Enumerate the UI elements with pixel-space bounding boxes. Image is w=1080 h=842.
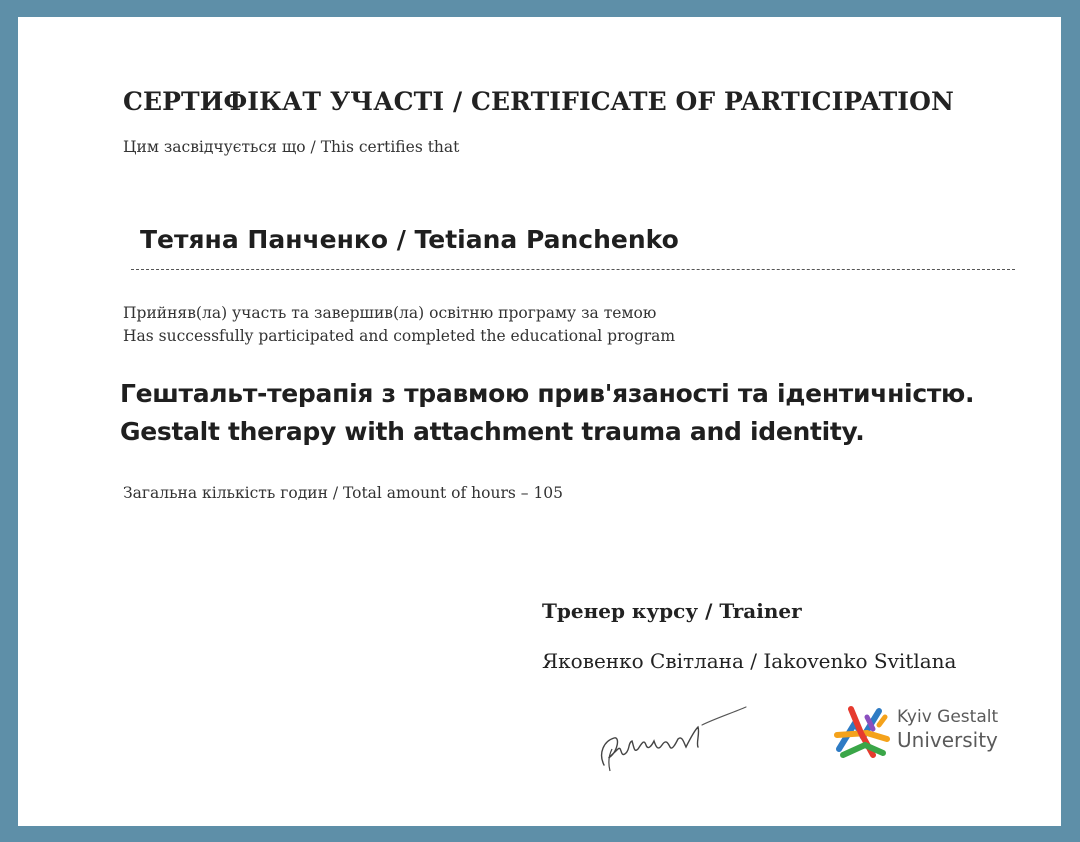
logo-text-line2: University <box>897 728 998 752</box>
logo-text-line1: Kyiv Gestalt <box>897 707 999 727</box>
logo-mark-icon <box>833 703 891 759</box>
certificate-title: СЕРТИФІКАТ УЧАСТІ / CERTIFICATE OF PARTICIPATION <box>123 87 954 116</box>
total-hours: Загальна кількість годин / Total amount of hours – 105 <box>123 484 564 502</box>
logo-text <box>897 707 998 752</box>
recipient-name: Тетяна Панченко / Tetiana Panchenko <box>140 225 679 254</box>
certificate-page <box>18 17 1061 826</box>
participation-statement <box>123 302 675 348</box>
participation-statement-en: Has successfully participated and completed the educational program <box>123 327 676 345</box>
handwritten-signature <box>574 693 749 773</box>
program-title <box>120 375 974 451</box>
participation-statement-ua: Прийняв(ла) участь та завершив(ла) освітню програму за темою <box>123 304 657 322</box>
certifies-text: Цим засвідчується що / This certifies that <box>123 138 460 156</box>
name-underline <box>131 269 1015 270</box>
program-title-en: Gestalt therapy with attachment trauma and identity. <box>120 417 865 446</box>
trainer-heading: Тренер курсу / Trainer <box>542 599 802 623</box>
kyiv-gestalt-university-logo <box>833 703 1033 763</box>
program-title-ua: Гештальт-терапія з травмою прив'язаності та ідентичністю. <box>120 379 975 408</box>
trainer-name: Яковенко Світлана / Iakovenko Svitlana <box>542 649 957 673</box>
